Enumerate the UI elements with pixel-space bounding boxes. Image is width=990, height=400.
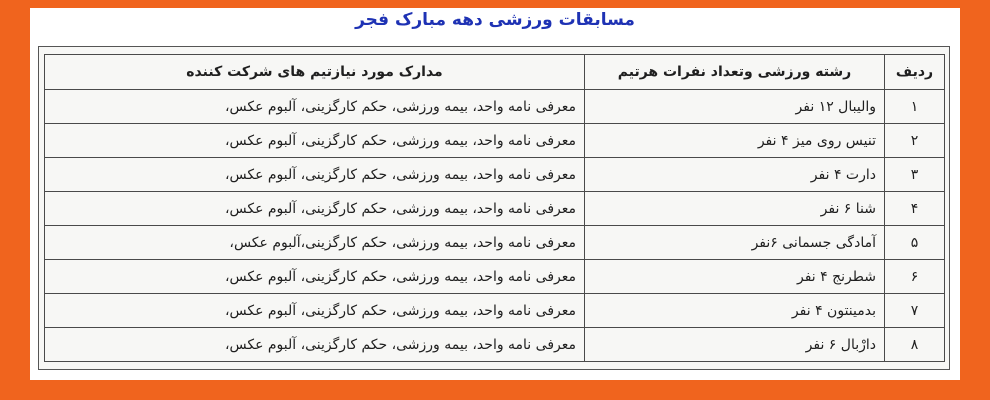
sport-cell: آمادگی جسمانی ۶نفر (585, 226, 885, 260)
table-row (45, 294, 945, 328)
documents-cell: معرفی نامه واحد، بیمه ورزشی، حکم کارگزینی،آلبوم عکس، (45, 226, 585, 260)
documents-cell: معرفی نامه واحد، بیمه ورزشی، حکم کارگزینی، آلبوم عکس، (45, 124, 585, 158)
row-number: ۲ (885, 124, 945, 158)
page-title: مسابقات ورزشی دهه مبارک فجر (355, 10, 635, 30)
sport-cell: شطرنج ۴ نفر (585, 260, 885, 294)
table-row (45, 158, 945, 192)
documents-cell: معرفی نامه واحد، بیمه ورزشی، حکم کارگزینی، آلبوم عکس، (45, 294, 585, 328)
documents-cell: معرفی نامه واحد، بیمه ورزشی، حکم کارگزینی، آلبوم عکس، (45, 260, 585, 294)
documents-cell: معرفی نامه واحد، بیمه ورزشی، حکم کارگزینی، آلبوم عکس، (45, 90, 585, 124)
table-row (45, 260, 945, 294)
sport-cell: والیبال ۱۲ نفر (585, 90, 885, 124)
table-row (45, 124, 945, 158)
header-row-number: ردیف (885, 55, 945, 90)
documents-cell: معرفی نامه واحد، بیمه ورزشی، حکم کارگزینی، آلبوم عکس، (45, 158, 585, 192)
row-number: ۳ (885, 158, 945, 192)
table-row (45, 328, 945, 362)
row-number: ۸ (885, 328, 945, 362)
table-header-row (45, 55, 945, 90)
row-number: ۱ (885, 90, 945, 124)
row-number: ۵ (885, 226, 945, 260)
sport-cell: دارْبال ۶ نفر (585, 328, 885, 362)
table-row (45, 226, 945, 260)
documents-cell: معرفی نامه واحد، بیمه ورزشی، حکم کارگزینی، آلبوم عکس، (45, 192, 585, 226)
row-number: ۷ (885, 294, 945, 328)
table-row (45, 90, 945, 124)
competition-table (44, 54, 945, 362)
table-row (45, 192, 945, 226)
sport-cell: بدمینتون ۴ نفر (585, 294, 885, 328)
document-sheet (30, 8, 960, 380)
row-number: ۴ (885, 192, 945, 226)
header-sport: رشته ورزشی وتعداد نفرات هرتیم (585, 55, 885, 90)
scanned-table-image (38, 46, 950, 370)
sport-cell: تنیس روی میز ۴ نفر (585, 124, 885, 158)
row-number: ۶ (885, 260, 945, 294)
header-documents: مدارک مورد نیازتیم های شرکت کننده (45, 55, 585, 90)
documents-cell: معرفی نامه واحد، بیمه ورزشی، حکم کارگزینی، آلبوم عکس، (45, 328, 585, 362)
sport-cell: دارت ۴ نفر (585, 158, 885, 192)
sport-cell: شنا ۶ نفر (585, 192, 885, 226)
